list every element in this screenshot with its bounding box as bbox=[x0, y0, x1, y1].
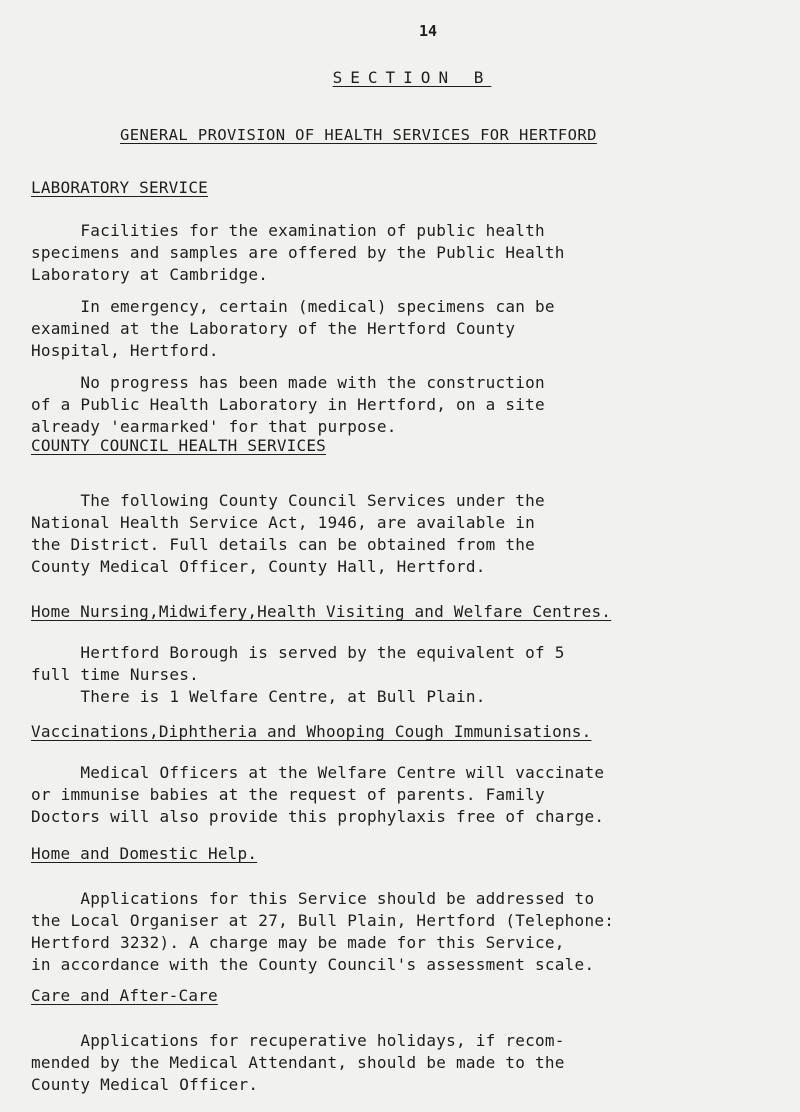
county-council-paragraph: The following County Council Services under the National Health Service Act, 1946, are available in the District. Full details can be obtained from the County Medical Officer, County Hall, Hertford. bbox=[31, 491, 545, 576]
laboratory-paragraph-1: Facilities for the examination of public health specimens and samples are offered by the Public Health Laboratory at Cambridge. bbox=[31, 221, 565, 284]
vaccinations-paragraph: Medical Officers at the Welfare Centre will vaccinate or immunise babies at the request of parents. Family Doctors will also provide this prophylaxis free of charge. bbox=[31, 763, 605, 826]
home-domestic-help-paragraph: Applications for this Service should be addressed to the Local Organiser at 27, Bull Plain, Hertford (Telephone: Hertford 3232). A charge may be made for this Service, in accordance with the County Council's assessment scale. bbox=[31, 889, 615, 974]
home-domestic-help-heading: Home and Domestic Help. bbox=[31, 844, 258, 863]
document-title: GENERAL PROVISION OF HEALTH SERVICES FOR HERTFORD bbox=[120, 126, 597, 144]
care-after-care-paragraph: Applications for recuperative holidays, if recom- mended by the Medical Attendant, should be made to the County Medical Officer. bbox=[31, 1031, 565, 1094]
laboratory-paragraph-3: No progress has been made with the construction of a Public Health Laboratory in Hertford, on a site already 'earmarked' for that purpose. bbox=[31, 373, 545, 436]
home-nursing-paragraph: Hertford Borough is served by the equivalent of 5 full time Nurses. There is 1 Welfare Centre, at Bull Plain. bbox=[31, 643, 565, 706]
laboratory-service-heading: LABORATORY SERVICE bbox=[31, 178, 208, 197]
vaccinations-heading: Vaccinations,Diphtheria and Whooping Cough Immunisations. bbox=[31, 722, 592, 741]
section-heading: SECTION B bbox=[332, 68, 492, 87]
home-nursing-heading: Home Nursing,Midwifery,Health Visiting and Welfare Centres. bbox=[31, 602, 612, 621]
page-number: 14 bbox=[418, 22, 438, 40]
laboratory-paragraph-2: In emergency, certain (medical) specimens can be examined at the Laboratory of the Hertford County Hospital, Hertford. bbox=[31, 297, 555, 360]
care-after-care-heading: Care and After-Care bbox=[31, 986, 218, 1005]
county-council-health-services-heading: COUNTY COUNCIL HEALTH SERVICES bbox=[31, 436, 326, 455]
